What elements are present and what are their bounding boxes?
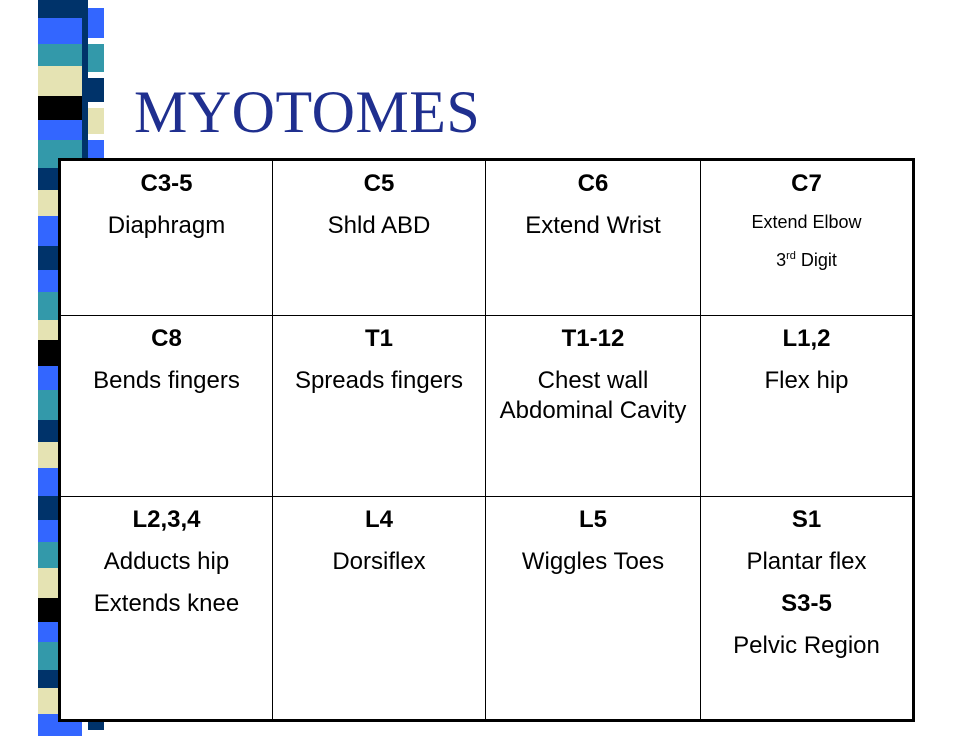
muscle-action: Extend Elbow xyxy=(751,212,862,232)
muscle-action: Diaphragm xyxy=(107,212,226,239)
muscle-action: Extend Wrist xyxy=(525,212,661,239)
nerve-level: C8 xyxy=(151,325,182,352)
table-cell xyxy=(701,497,914,721)
table-cell xyxy=(486,497,701,721)
table-cell xyxy=(701,316,914,497)
muscle-action: Bends fingers xyxy=(93,367,240,394)
table-cell xyxy=(273,316,486,497)
table-row xyxy=(60,160,914,316)
table-cell xyxy=(60,497,273,721)
muscle-action: Dorsiflex xyxy=(332,548,426,575)
table-cell xyxy=(60,316,273,497)
digit-label: Digit xyxy=(795,250,837,270)
nerve-level: L2,3,4 xyxy=(132,506,201,533)
table-cell xyxy=(701,160,914,316)
digit-number: 3 xyxy=(776,250,787,270)
muscle-action: Pelvic Region xyxy=(733,632,880,659)
nerve-level: C5 xyxy=(363,170,395,197)
nerve-level: L1,2 xyxy=(782,325,831,352)
nerve-level: T1 xyxy=(364,325,393,352)
table-cell xyxy=(486,160,701,316)
muscle-action: Wiggles Toes xyxy=(521,548,665,575)
nerve-level: C7 xyxy=(791,170,822,197)
muscle-action: Flex hip xyxy=(764,367,849,394)
slide-title: MYOTOMES xyxy=(134,79,481,145)
table-cell xyxy=(273,160,486,316)
ordinal-suffix: rd xyxy=(786,250,796,262)
nerve-level: T1-12 xyxy=(561,325,625,352)
nerve-level: S3-5 xyxy=(781,590,832,617)
table-cell xyxy=(60,160,273,316)
muscle-action: Plantar flex xyxy=(746,548,867,575)
nerve-level: C6 xyxy=(577,170,609,197)
table-cell xyxy=(273,497,486,721)
table-cell xyxy=(486,316,701,497)
nerve-level: S1 xyxy=(791,506,822,533)
muscle-action: Adducts hip xyxy=(103,548,230,575)
muscle-action: Shld ABD xyxy=(327,212,431,239)
muscle-action-digit xyxy=(705,249,908,271)
table-row xyxy=(60,497,914,721)
table-row xyxy=(60,316,914,497)
myotomes-table xyxy=(58,158,915,722)
nerve-level: L5 xyxy=(578,506,607,533)
nerve-level: C3-5 xyxy=(140,170,193,197)
muscle-action: Chest wall Abdominal Cavity xyxy=(499,367,687,424)
nerve-level: L4 xyxy=(364,506,393,533)
muscle-action: Extends knee xyxy=(93,590,240,617)
muscle-action: Spreads fingers xyxy=(294,367,464,394)
